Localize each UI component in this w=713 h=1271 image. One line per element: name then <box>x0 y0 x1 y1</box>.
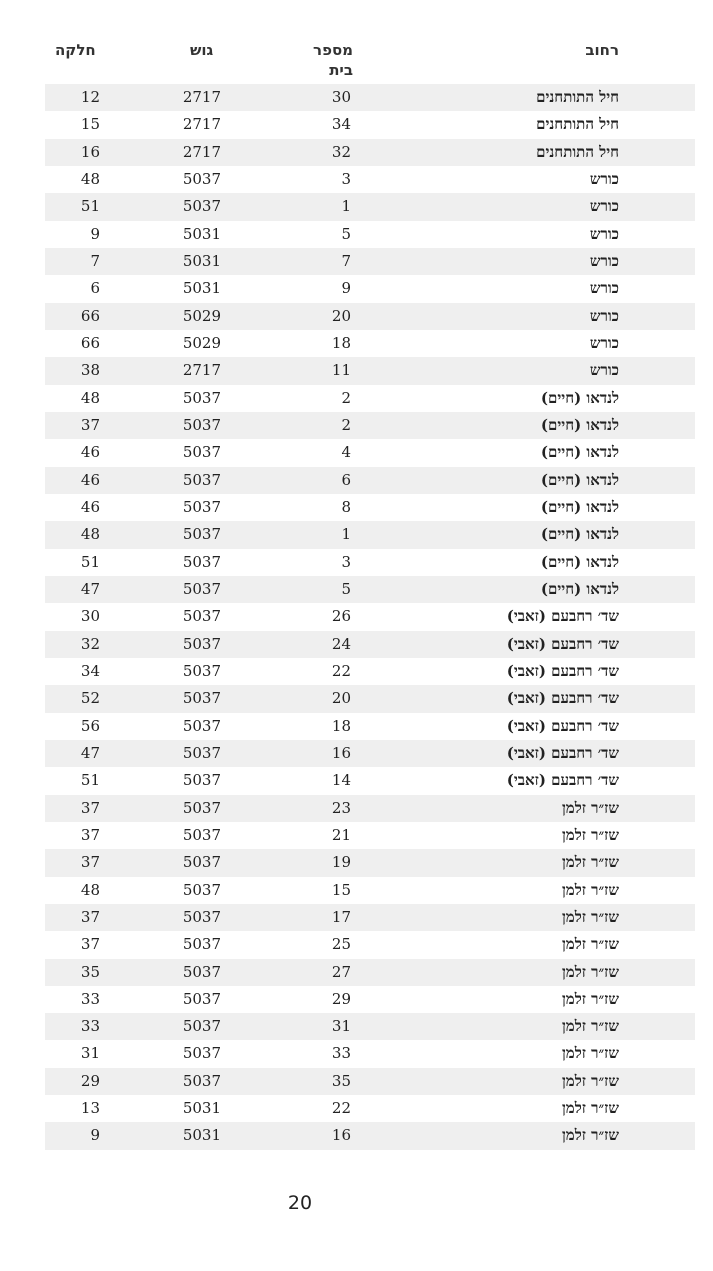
cell-helka: 37 <box>80 907 100 926</box>
cell-gush: 5031 <box>182 224 221 243</box>
table-row <box>45 740 695 767</box>
cell-street: לנדאו (חיים) <box>540 415 619 434</box>
cell-street: שז״ר זלמן <box>561 853 619 872</box>
cell-house-number: 1 <box>341 525 351 544</box>
cell-house-number: 14 <box>331 771 351 790</box>
cell-gush: 5037 <box>182 962 221 981</box>
cell-gush: 5031 <box>182 1099 221 1118</box>
cell-helka: 16 <box>80 142 100 161</box>
table-row <box>45 330 695 357</box>
cell-house-number: 8 <box>341 497 351 516</box>
cell-gush: 5031 <box>182 1126 221 1145</box>
table-row <box>45 986 695 1013</box>
table-row <box>45 931 695 958</box>
cell-helka: 7 <box>90 251 100 270</box>
table-row <box>45 275 695 302</box>
cell-street: שד׳ רחבעם (זאבי) <box>506 607 619 626</box>
cell-helka: 33 <box>80 989 100 1008</box>
cell-house-number: 24 <box>331 634 351 653</box>
table-row <box>45 822 695 849</box>
cell-house-number: 32 <box>331 142 351 161</box>
cell-street: לנדאו (חיים) <box>540 443 619 462</box>
cell-gush: 2717 <box>182 361 221 380</box>
cell-street: שד׳ רחבעם (זאבי) <box>506 689 619 708</box>
cell-house-number: 16 <box>331 1126 351 1145</box>
cell-house-number: 31 <box>331 1017 351 1036</box>
table-row <box>45 1095 695 1122</box>
table-row <box>45 494 695 521</box>
cell-street: כורש <box>589 279 619 298</box>
cell-helka: 47 <box>80 579 100 598</box>
cell-helka: 29 <box>80 1071 100 1090</box>
cell-helka: 37 <box>80 798 100 817</box>
cell-gush: 5037 <box>182 415 221 434</box>
cell-street: כורש <box>589 224 619 243</box>
cell-street: כורש <box>589 197 619 216</box>
cell-helka: 47 <box>80 743 100 762</box>
cell-gush: 5037 <box>182 634 221 653</box>
cell-street: חיל התותחנים <box>536 142 619 161</box>
cell-street: שז״ר זלמן <box>561 907 619 926</box>
table-row <box>45 904 695 931</box>
cell-street: שד׳ רחבעם (זאבי) <box>506 716 619 735</box>
cell-helka: 13 <box>80 1099 100 1118</box>
cell-gush: 5037 <box>182 607 221 626</box>
page-number: 20 <box>287 1192 313 1214</box>
cell-gush: 5037 <box>182 689 221 708</box>
cell-street: שז״ר זלמן <box>561 962 619 981</box>
cell-helka: 48 <box>80 388 100 407</box>
cell-gush: 5037 <box>182 771 221 790</box>
cell-street: לנדאו (חיים) <box>540 525 619 544</box>
cell-helka: 37 <box>80 415 100 434</box>
cell-gush: 5037 <box>182 743 221 762</box>
cell-gush: 5037 <box>182 388 221 407</box>
cell-gush: 5037 <box>182 579 221 598</box>
table-row <box>45 166 695 193</box>
cell-helka: 35 <box>80 962 100 981</box>
cell-house-number: 35 <box>331 1071 351 1090</box>
cell-street: כורש <box>589 169 619 188</box>
table-row <box>45 959 695 986</box>
table-row <box>45 1122 695 1149</box>
cell-house-number: 21 <box>331 825 351 844</box>
cell-gush: 5037 <box>182 716 221 735</box>
cell-house-number: 1 <box>341 197 351 216</box>
table-row <box>45 576 695 603</box>
cell-helka: 56 <box>80 716 100 735</box>
cell-helka: 37 <box>80 853 100 872</box>
cell-helka: 32 <box>80 634 100 653</box>
cell-helka: 9 <box>90 1126 100 1145</box>
cell-house-number: 22 <box>331 1099 351 1118</box>
cell-house-number: 6 <box>341 470 351 489</box>
table-row <box>45 303 695 330</box>
cell-street: שז״ר זלמן <box>561 880 619 899</box>
cell-gush: 5029 <box>182 333 221 352</box>
cell-street: שד׳ רחבעם (זאבי) <box>506 634 619 653</box>
cell-street: שז״ר זלמן <box>561 1044 619 1063</box>
header-helka: חלקה <box>55 41 96 59</box>
cell-gush: 5037 <box>182 825 221 844</box>
table-row <box>45 1068 695 1095</box>
cell-house-number: 4 <box>341 443 351 462</box>
table-row <box>45 248 695 275</box>
cell-house-number: 25 <box>331 935 351 954</box>
cell-gush: 2717 <box>182 88 221 106</box>
cell-street: שז״ר זלמן <box>561 989 619 1008</box>
cell-helka: 46 <box>80 443 100 462</box>
cell-gush: 5037 <box>182 1044 221 1063</box>
table-row <box>45 139 695 166</box>
cell-helka: 12 <box>80 88 100 106</box>
cell-helka: 30 <box>80 607 100 626</box>
cell-house-number: 19 <box>331 853 351 872</box>
cell-helka: 48 <box>80 169 100 188</box>
cell-house-number: 5 <box>341 579 351 598</box>
cell-gush: 5037 <box>182 935 221 954</box>
table-row <box>45 521 695 548</box>
cell-street: שז״ר זלמן <box>561 825 619 844</box>
cell-house-number: 15 <box>331 880 351 899</box>
cell-gush: 2717 <box>182 115 221 134</box>
cell-house-number: 30 <box>331 88 351 106</box>
table-row <box>45 221 695 248</box>
table-row <box>45 549 695 576</box>
table-row <box>45 631 695 658</box>
cell-street: לנדאו (חיים) <box>540 579 619 598</box>
cell-gush: 5037 <box>182 880 221 899</box>
cell-helka: 31 <box>80 1044 100 1063</box>
table-row <box>45 439 695 466</box>
header-street: רחוב <box>585 41 619 59</box>
cell-helka: 6 <box>90 279 100 298</box>
cell-street: לנדאו (חיים) <box>540 388 619 407</box>
cell-gush: 5037 <box>182 661 221 680</box>
cell-street: לנדאו (חיים) <box>540 497 619 516</box>
cell-street: שז״ר זלמן <box>561 1126 619 1145</box>
cell-house-number: 20 <box>331 306 351 325</box>
cell-gush: 5037 <box>182 853 221 872</box>
table-row <box>45 849 695 876</box>
cell-gush: 5037 <box>182 525 221 544</box>
cell-house-number: 18 <box>331 716 351 735</box>
cell-gush: 5037 <box>182 443 221 462</box>
cell-house-number: 11 <box>331 361 351 380</box>
cell-gush: 5029 <box>182 306 221 325</box>
header-house-number-line2: בית <box>329 61 353 79</box>
cell-gush: 2717 <box>182 142 221 161</box>
cell-house-number: 26 <box>331 607 351 626</box>
table-row <box>45 685 695 712</box>
cell-house-number: 2 <box>341 388 351 407</box>
header-gush: גוש <box>190 41 214 59</box>
cell-house-number: 5 <box>341 224 351 243</box>
cell-house-number: 33 <box>331 1044 351 1063</box>
cell-street: כורש <box>589 361 619 380</box>
cell-street: לנדאו (חיים) <box>540 552 619 571</box>
cell-street: כורש <box>589 333 619 352</box>
cell-helka: 38 <box>80 361 100 380</box>
cell-house-number: 17 <box>331 907 351 926</box>
cell-gush: 5037 <box>182 497 221 516</box>
cell-house-number: 16 <box>331 743 351 762</box>
table-row <box>45 603 695 630</box>
table-row <box>45 1013 695 1040</box>
cell-helka: 51 <box>80 552 100 571</box>
table-row <box>45 658 695 685</box>
cell-gush: 5037 <box>182 907 221 926</box>
cell-street: לנדאו (חיים) <box>540 470 619 489</box>
table-row <box>45 84 695 111</box>
parcel-table <box>45 38 695 1150</box>
table-row <box>45 111 695 138</box>
cell-gush: 5037 <box>182 197 221 216</box>
cell-street: כורש <box>589 251 619 270</box>
cell-house-number: 3 <box>341 169 351 188</box>
cell-house-number: 20 <box>331 689 351 708</box>
cell-gush: 5031 <box>182 279 221 298</box>
cell-house-number: 18 <box>331 333 351 352</box>
cell-helka: 46 <box>80 497 100 516</box>
cell-street: שז״ר זלמן <box>561 1071 619 1090</box>
cell-gush: 5037 <box>182 1017 221 1036</box>
header-house-number <box>308 40 353 80</box>
cell-street: שד׳ רחבעם (זאבי) <box>506 743 619 762</box>
cell-house-number: 3 <box>341 552 351 571</box>
cell-helka: 66 <box>80 306 100 325</box>
cell-street: שד׳ רחבעם (זאבי) <box>506 771 619 790</box>
cell-house-number: 27 <box>331 962 351 981</box>
cell-street: שד׳ רחבעם (זאבי) <box>506 661 619 680</box>
cell-helka: 48 <box>80 525 100 544</box>
cell-street: שז״ר זלמן <box>561 1099 619 1118</box>
cell-house-number: 23 <box>331 798 351 817</box>
cell-gush: 5037 <box>182 552 221 571</box>
cell-gush: 5031 <box>182 251 221 270</box>
cell-street: שז״ר זלמן <box>561 798 619 817</box>
table-body <box>45 84 695 1150</box>
cell-gush: 5037 <box>182 798 221 817</box>
table-row <box>45 1040 695 1067</box>
cell-helka: 46 <box>80 470 100 489</box>
cell-street: שז״ר זלמן <box>561 935 619 954</box>
cell-helka: 52 <box>80 689 100 708</box>
cell-helka: 51 <box>80 771 100 790</box>
cell-helka: 37 <box>80 825 100 844</box>
cell-house-number: 34 <box>331 115 351 134</box>
table-row <box>45 877 695 904</box>
cell-helka: 48 <box>80 880 100 899</box>
table-row <box>45 357 695 384</box>
table-row <box>45 412 695 439</box>
table-row <box>45 767 695 794</box>
cell-helka: 15 <box>80 115 100 134</box>
table-header <box>45 38 695 84</box>
cell-street: כורש <box>589 306 619 325</box>
table-row <box>45 193 695 220</box>
cell-house-number: 22 <box>331 661 351 680</box>
cell-house-number: 29 <box>331 989 351 1008</box>
cell-house-number: 2 <box>341 415 351 434</box>
cell-gush: 5037 <box>182 470 221 489</box>
header-house-number-line1: מספר <box>313 41 353 59</box>
table-row <box>45 713 695 740</box>
cell-house-number: 9 <box>341 279 351 298</box>
cell-gush: 5037 <box>182 169 221 188</box>
cell-street: חיל התותחנים <box>536 115 619 134</box>
cell-helka: 51 <box>80 197 100 216</box>
table-row <box>45 795 695 822</box>
table-row <box>45 385 695 412</box>
cell-helka: 33 <box>80 1017 100 1036</box>
cell-helka: 37 <box>80 935 100 954</box>
table-row <box>45 467 695 494</box>
cell-street: שז״ר זלמן <box>561 1017 619 1036</box>
cell-house-number: 7 <box>341 251 351 270</box>
cell-gush: 5037 <box>182 1071 221 1090</box>
cell-gush: 5037 <box>182 989 221 1008</box>
cell-helka: 9 <box>90 224 100 243</box>
cell-street: חיל התותחנים <box>536 88 619 106</box>
cell-helka: 66 <box>80 333 100 352</box>
cell-helka: 34 <box>80 661 100 680</box>
